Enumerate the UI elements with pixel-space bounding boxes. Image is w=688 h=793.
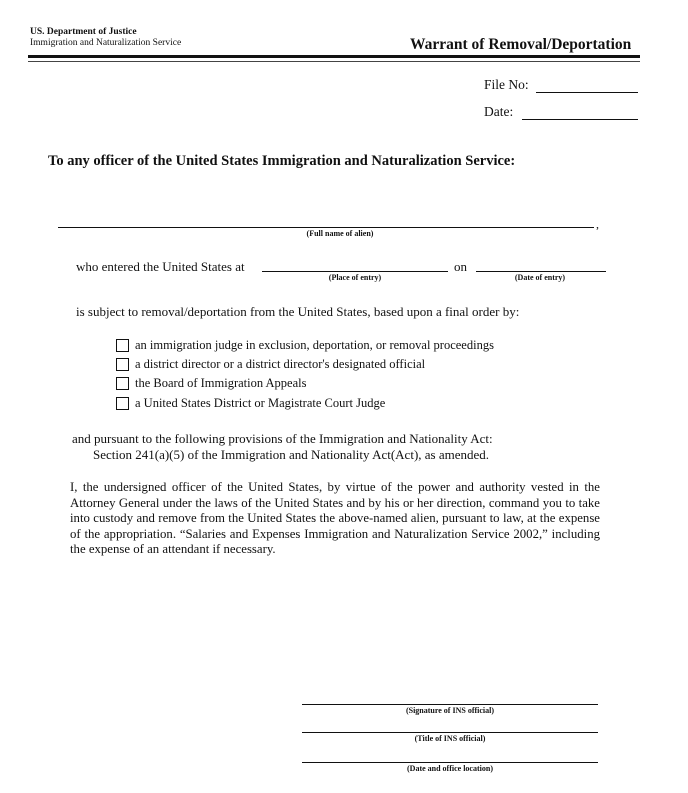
- order-option-immigration-judge[interactable]: [116, 338, 494, 353]
- salutation: To any officer of the United States Immigration and Naturalization Service:: [48, 153, 516, 169]
- option-label: an immigration judge in exclusion, deportation, or removal proceedings: [135, 338, 494, 352]
- subject-text: is subject to removal/deportation from the United States, based upon a final order by:: [76, 304, 520, 319]
- date-of-entry-caption: (Date of entry): [514, 273, 566, 282]
- header-rule-thin: [28, 61, 640, 62]
- order-option-board-of-appeals[interactable]: [116, 376, 307, 391]
- name-trailing-comma: ,: [596, 217, 599, 231]
- order-option-district-director[interactable]: [116, 357, 425, 372]
- date-location-caption: (Date and office location): [407, 764, 493, 773]
- place-of-entry-caption: (Place of entry): [328, 273, 382, 282]
- signature-field[interactable]: [302, 704, 598, 705]
- file-no-label: File No:: [484, 77, 529, 92]
- date-field[interactable]: [522, 119, 638, 120]
- entered-text: who entered the United States at: [76, 259, 245, 274]
- alien-name-field[interactable]: [58, 227, 594, 228]
- checkbox[interactable]: [116, 377, 129, 390]
- file-no-field[interactable]: [536, 92, 638, 93]
- option-label: a district director or a district director's designated official: [135, 357, 426, 371]
- date-of-entry-field[interactable]: [476, 271, 606, 272]
- on-text: on: [454, 259, 467, 274]
- sub-agency-name: Immigration and Naturalization Service: [30, 38, 182, 48]
- title-field[interactable]: [302, 732, 598, 733]
- pursuant-line-1: and pursuant to the following provisions of the Immigration and Nationality Act:: [72, 431, 493, 446]
- date-location-field[interactable]: [302, 762, 598, 763]
- command-paragraph: I, the undersigned officer of the United States, by virtue of the power and authority vested in the Attorney General under the laws of the United States and by his or her direction, command you to take into custody and remove from the United States the above-named alien, pursuant to law, at the expense of the appropriation. “Salaries and Expenses Immigration and Naturalization Service 2002,” including the expense of an attendant if necessary.: [70, 480, 600, 556]
- option-label: a United States District or Magistrate Court Judge: [135, 396, 386, 410]
- title-caption: (Title of INS official): [414, 734, 486, 743]
- option-label: the Board of Immigration Appeals: [135, 376, 307, 390]
- place-of-entry-field[interactable]: [262, 271, 448, 272]
- alien-name-caption: (Full name of alien): [306, 229, 374, 238]
- checkbox[interactable]: [116, 397, 129, 410]
- checkbox[interactable]: [116, 358, 129, 371]
- header-rule-thick: [28, 55, 640, 58]
- signature-caption: (Signature of INS official): [405, 706, 495, 715]
- date-label: Date:: [484, 104, 514, 119]
- checkbox[interactable]: [116, 339, 129, 352]
- order-option-court-judge[interactable]: [116, 396, 385, 411]
- agency-name: US. Department of Justice: [30, 27, 137, 37]
- pursuant-line-2: Section 241(a)(5) of the Immigration and Nationality Act(Act), as amended.: [93, 447, 490, 462]
- document-title: Warrant of Removal/Deportation: [410, 36, 632, 53]
